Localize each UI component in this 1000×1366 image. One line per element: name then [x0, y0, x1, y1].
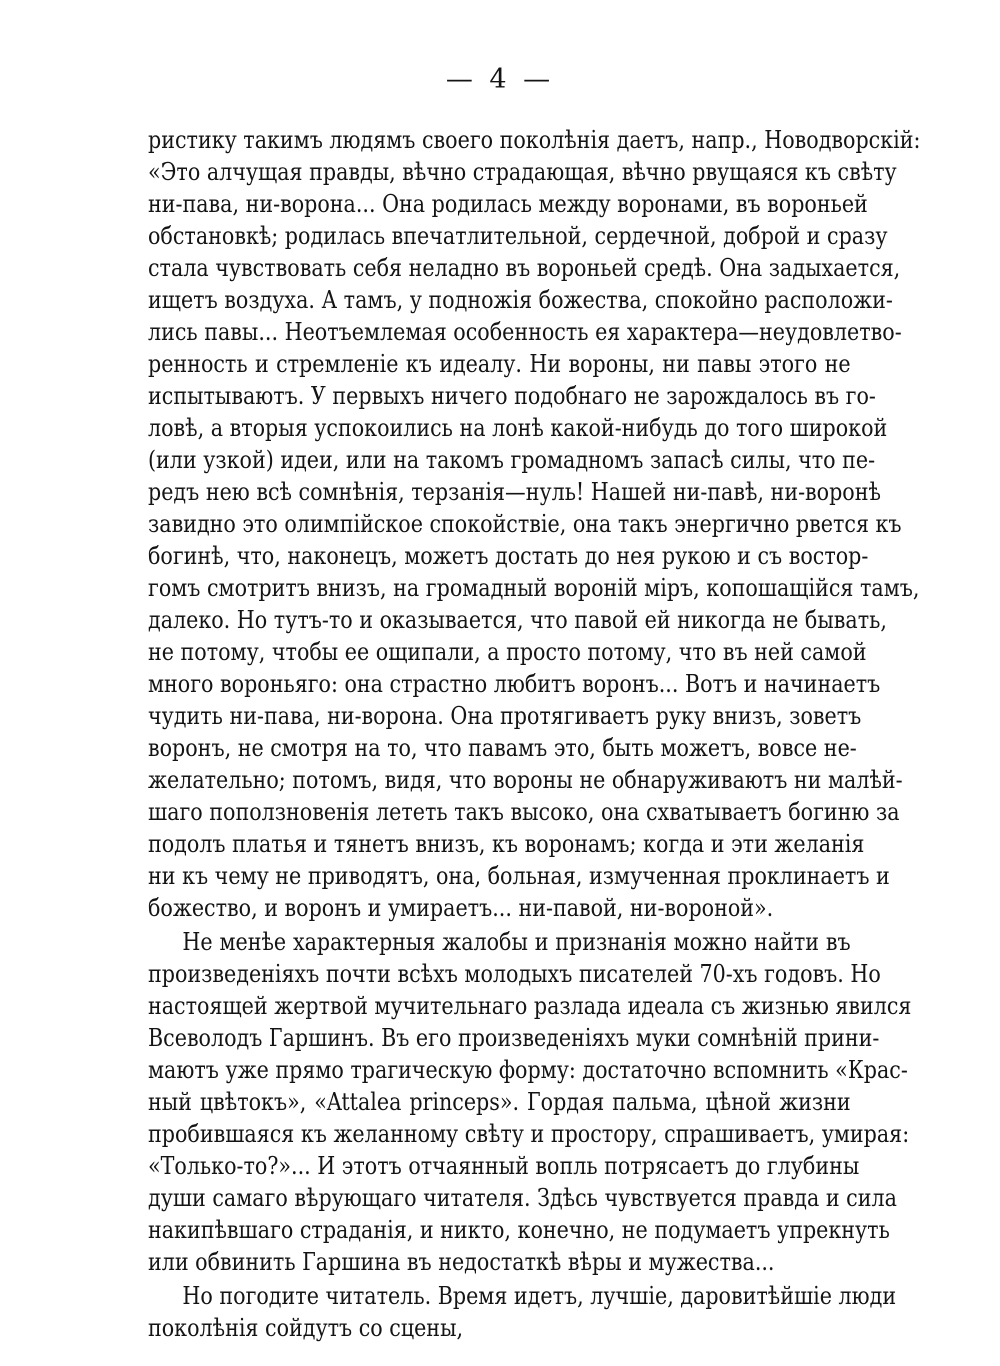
text-line: редъ нею всѣ сомнѣнія, терзанія—нуль! Нашей ни-павѣ, ни-воронѣ [148, 478, 881, 506]
text-line: много вороньяго: она страстно любитъ воронъ... Вотъ и начинаетъ [148, 670, 881, 698]
text-line: ищетъ воздуха. А тамъ, у подножія божества, спокойно расположи- [148, 286, 893, 314]
text-line: настоящей жертвой мучительнаго разлада идеала съ жизнью явился [148, 992, 912, 1020]
page-number: — 4 — [445, 64, 555, 95]
text-line: ристику такимъ людямъ своего поколѣнія даетъ, напр., Новодворскій: [148, 126, 921, 154]
body-text [148, 124, 921, 1344]
text-line: воронъ, не смотря на то, что павамъ это, быть можетъ, вовсе не- [148, 734, 857, 762]
text-line: ный цвѣтокъ», «Attalea princeps». Гордая пальма, цѣной жизни [148, 1088, 851, 1116]
text-line: завидно это олимпійское спокойствіе, она такъ энергично рвется къ [148, 510, 902, 538]
text-line: «Это алчущая правды, вѣчно страдающая, вѣчно рвущаяся къ свѣту [148, 158, 897, 186]
text-line: ни-пава, ни-ворона... Она родилась между воронами, въ вороньей [148, 190, 868, 218]
text-line: не потому, чтобы ее ощипали, а просто потому, что въ ней самой [148, 638, 867, 666]
text-line: шаго поползновенія лететь такъ высоко, она схватываетъ богиню за [148, 798, 900, 826]
text-line: пробившаяся къ желанному свѣту и простору, спрашиваетъ, умирая: [148, 1120, 910, 1148]
text-line: ни къ чему не приводятъ, она, больная, измученная проклинаетъ и [148, 862, 890, 890]
paragraph [148, 926, 912, 1278]
text-line: желательно; потомъ, видя, что вороны не обнаруживаютъ ни малѣй- [148, 766, 903, 794]
text-line: маютъ уже прямо трагическую форму: достаточно вспомнить «Крас- [148, 1056, 908, 1084]
text-line: ловѣ, а вторыя успокоились на лонѣ какой-нибудь до того широкой [148, 414, 888, 442]
text-line: накипѣвшаго страданія, и никто, конечно, не подумаетъ упрекнуть [148, 1216, 890, 1244]
text-line: лись павы... Неотъемлемая особенность ея характера—неудовлетво- [148, 318, 902, 346]
text-line: гомъ смотритъ внизъ, на громадный вороній міръ, копошащійся тамъ, [148, 574, 920, 602]
text-line: чудить ни-пава, ни-ворона. Она протягиваетъ руку внизъ, зоветъ [148, 702, 862, 730]
text-line: Всеволодъ Гаршинъ. Въ его произведеніяхъ муки сомнѣній прини- [148, 1024, 880, 1052]
text-line: богинѣ, что, наконецъ, можетъ достать до нея рукою и съ востор- [148, 542, 869, 570]
text-line: произведеніяхъ почти всѣхъ молодыхъ писателей 70-хъ годовъ. Но [148, 960, 881, 988]
text-line: души самаго вѣрующаго читателя. Здѣсь чувствуется правда и сила [148, 1184, 897, 1212]
text-line: божество, и воронъ и умираетъ... ни-павой, ни-вороной». [148, 894, 774, 922]
text-line: стала чувствовать себя неладно въ вороньей средѣ. Она задыхается, [148, 254, 901, 282]
text-line: (или узкой) идеи, или на такомъ громадномъ запасѣ силы, что пе- [148, 446, 876, 474]
text-line: или обвинить Гаршина въ недостаткѣ вѣры и мужества... [148, 1248, 775, 1276]
text-line: ренность и стремленіе къ идеалу. Ни вороны, ни павы этого не [148, 350, 851, 378]
text-line: «Только-то?»... И этотъ отчаянный вопль потрясаетъ до глубины [148, 1152, 860, 1180]
paragraph [148, 124, 921, 924]
text-line: испытываютъ. У первыхъ ничего подобнаго не зарождалось въ го- [148, 382, 876, 410]
text-line: поколѣнія сойдутъ со сцены, [148, 1314, 464, 1342]
paragraph [148, 1280, 897, 1344]
text-line: подолъ платья и тянетъ внизъ, къ воронамъ; когда и эти желанія [148, 830, 865, 858]
text-line: далеко. Но тутъ-то и оказывается, что павой ей никогда не бывать, [148, 606, 887, 634]
text-line: Не менѣе характерныя жалобы и признанія можно найти въ [182, 928, 851, 956]
text-line: Но погодите читатель. Время идетъ, лучшіе, даровитѣйшіе люди [182, 1282, 897, 1310]
text-line: обстановкѣ; родилась впечатлительной, сердечной, доброй и сразу [148, 222, 888, 250]
